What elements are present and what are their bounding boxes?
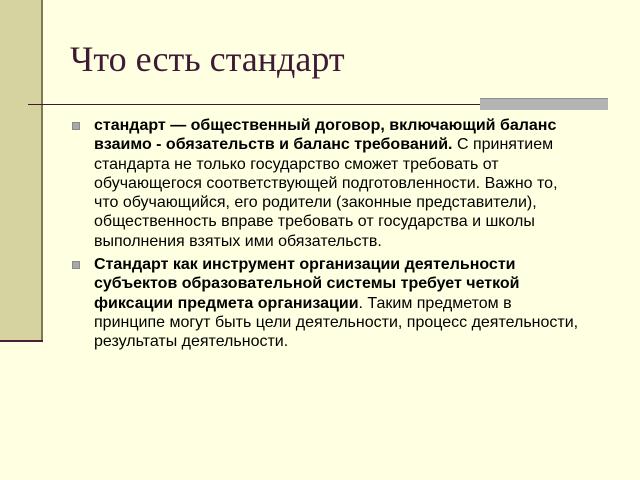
bullet-item-1	[72, 116, 582, 251]
bullet-2-bold-text: Стандарт как инструмент организации деятельности субъектов образовательной системы требует четкой фиксации предмета организации	[94, 256, 520, 312]
square-bullet-icon	[72, 122, 80, 130]
bullet-2-text: . Таким предметом в принципе могут быть цели деятельности, процесс деятельности, результаты деятельности.	[94, 294, 579, 351]
bullet-1-text: С принятием стандарта не только государство сможет требовать от обучающегося соответствующей подготовленности. Важно то, что обучающийся, его родители (законные представители), общественность вправе требовать от государства и школы выполнения взятых ими обязательств.	[94, 136, 558, 250]
square-bullet-icon	[72, 261, 80, 269]
left-band-divider	[0, 340, 43, 342]
bullet-1-bold-text: стандарт — общественный договор, включающий баланс взаимо - обязательств и баланс требований.	[94, 117, 557, 154]
left-decorative-band	[0, 0, 43, 340]
slide-title: Что есть стандарт	[70, 39, 345, 79]
bullet-item-2	[72, 255, 582, 351]
slide-body	[72, 116, 582, 356]
title-accent-bar	[480, 98, 608, 110]
